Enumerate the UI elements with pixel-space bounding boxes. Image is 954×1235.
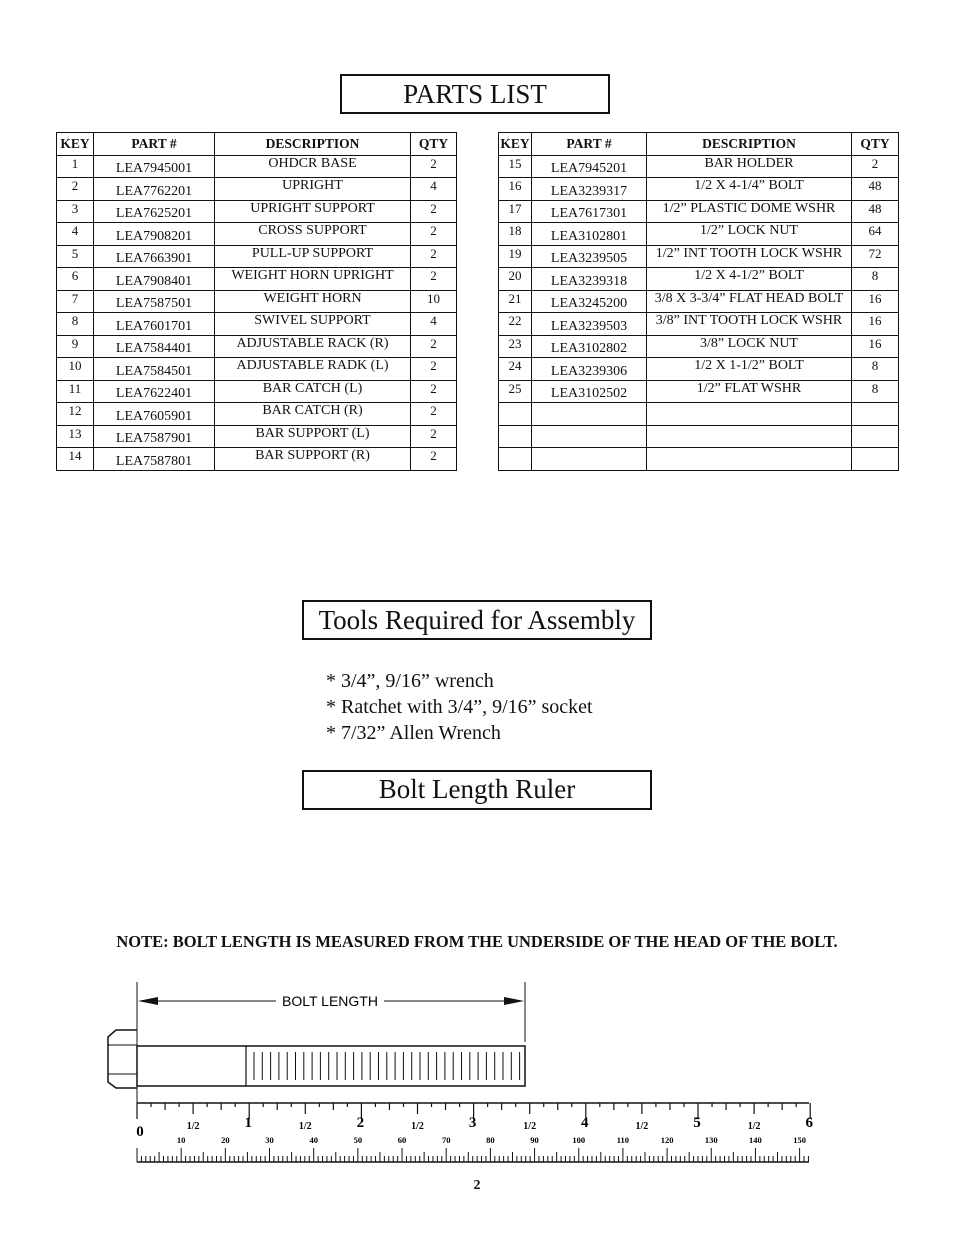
table-row — [57, 155, 457, 178]
description-cell: ADJUSTABLE RACK (R) — [215, 335, 411, 358]
key-cell: 14 — [57, 448, 94, 471]
part-number-cell — [532, 425, 647, 448]
table-header-row — [57, 133, 457, 156]
table-row — [499, 335, 899, 358]
table-row — [57, 403, 457, 426]
mm-label: 10 — [176, 1135, 186, 1145]
qty-cell: 8 — [852, 268, 899, 291]
part-number-cell: LEA3239306 — [532, 358, 647, 381]
table-row — [57, 358, 457, 381]
mm-label: 100 — [572, 1135, 586, 1145]
mm-label: 140 — [749, 1135, 762, 1145]
part-number-cell: LEA7908201 — [94, 223, 215, 246]
qty-cell: 2 — [411, 403, 457, 426]
mm-label: 50 — [353, 1135, 363, 1145]
key-cell: 11 — [57, 380, 94, 403]
key-cell: 22 — [499, 313, 532, 336]
table-row — [57, 290, 457, 313]
qty-cell: 2 — [411, 335, 457, 358]
key-cell: 19 — [499, 245, 532, 268]
tool-item: * Ratchet with 3/4”, 9/16” socket — [326, 696, 593, 718]
description-cell: 1/2 X 1-1/2” BOLT — [647, 358, 852, 381]
half-inch-label: 1/2 — [186, 1121, 200, 1132]
description-cell: UPRIGHT — [215, 178, 411, 201]
description-cell: BAR CATCH (L) — [215, 380, 411, 403]
description-cell: SWIVEL SUPPORT — [215, 313, 411, 336]
qty-cell: 8 — [852, 380, 899, 403]
key-cell: 10 — [57, 358, 94, 381]
mm-label: 130 — [704, 1135, 718, 1145]
table-row — [499, 200, 899, 223]
qty-cell: 16 — [852, 290, 899, 313]
bolt-head — [108, 1030, 137, 1088]
table-row — [499, 268, 899, 291]
table-row — [499, 290, 899, 313]
key-cell: 1 — [57, 155, 94, 178]
key-cell: 4 — [57, 223, 94, 246]
key-cell: 25 — [499, 380, 532, 403]
part-number-cell: LEA7945001 — [94, 155, 215, 178]
qty-cell: 48 — [852, 200, 899, 223]
mm-label: 40 — [309, 1135, 318, 1145]
qty-cell: 16 — [852, 313, 899, 336]
table-row — [57, 200, 457, 223]
inch-label: 4 — [581, 1115, 589, 1131]
description-header: DESCRIPTION — [647, 133, 852, 156]
key-header: KEY — [57, 133, 94, 156]
description-cell: UPRIGHT SUPPORT — [215, 200, 411, 223]
part-number-cell: LEA3245200 — [532, 290, 647, 313]
part-number-cell: LEA3102802 — [532, 335, 647, 358]
table-row — [499, 155, 899, 178]
key-cell: 2 — [57, 178, 94, 201]
description-cell: 1/2 X 4-1/2” BOLT — [647, 268, 852, 291]
key-cell: 23 — [499, 335, 532, 358]
description-cell: 3/8” INT TOOTH LOCK WSHR — [647, 313, 852, 336]
description-cell: 1/2” PLASTIC DOME WSHR — [647, 200, 852, 223]
qty-cell: 2 — [411, 245, 457, 268]
parts-table-right — [498, 132, 899, 471]
qty-cell: 10 — [411, 290, 457, 313]
description-cell: CROSS SUPPORT — [215, 223, 411, 246]
description-cell: PULL-UP SUPPORT — [215, 245, 411, 268]
part-number-cell: LEA7587801 — [94, 448, 215, 471]
table-row — [499, 313, 899, 336]
description-cell: 3/8” LOCK NUT — [647, 335, 852, 358]
half-inch-label: 1/2 — [411, 1121, 424, 1132]
table-row — [499, 448, 899, 471]
qty-cell: 2 — [411, 200, 457, 223]
qty-cell: 48 — [852, 178, 899, 201]
half-inch-label: 1/2 — [635, 1121, 649, 1132]
parts-table-left-body — [57, 155, 457, 470]
key-cell: 13 — [57, 425, 94, 448]
mm-label: 20 — [221, 1135, 230, 1145]
key-cell: 18 — [499, 223, 532, 246]
mm-label: 120 — [660, 1135, 674, 1145]
part-number-cell: LEA7584501 — [94, 358, 215, 381]
description-cell: OHDCR BASE — [215, 155, 411, 178]
description-cell: BAR HOLDER — [647, 155, 852, 178]
inch-label: 2 — [356, 1115, 365, 1131]
key-cell — [499, 425, 532, 448]
description-cell: ADJUSTABLE RADK (L) — [215, 358, 411, 381]
qty-cell: 64 — [852, 223, 899, 246]
description-cell — [647, 403, 852, 426]
part-number-cell: LEA7605901 — [94, 403, 215, 426]
part-number-cell: LEA7762201 — [94, 178, 215, 201]
half-inch-label: 1/2 — [298, 1121, 312, 1132]
qty-cell — [852, 425, 899, 448]
key-cell — [499, 403, 532, 426]
description-cell: 1/2” LOCK NUT — [647, 223, 852, 246]
mm-label: 90 — [530, 1135, 539, 1145]
key-cell: 21 — [499, 290, 532, 313]
half-inch-label: 1/2 — [523, 1121, 537, 1132]
description-cell: 1/2” INT TOOTH LOCK WSHR — [647, 245, 852, 268]
table-row — [57, 223, 457, 246]
key-header: KEY — [499, 133, 532, 156]
inch-label: 6 — [805, 1115, 813, 1131]
parts-list-title: PARTS LIST — [340, 74, 610, 114]
qty-cell: 4 — [411, 178, 457, 201]
key-cell: 20 — [499, 268, 532, 291]
part-number-cell: LEA3239503 — [532, 313, 647, 336]
arrowhead-right-icon — [504, 997, 524, 1005]
key-cell: 9 — [57, 335, 94, 358]
part-number-cell: LEA7587501 — [94, 290, 215, 313]
table-row — [499, 358, 899, 381]
description-cell — [647, 448, 852, 471]
qty-cell: 8 — [852, 358, 899, 381]
bolt-drawing — [108, 1030, 525, 1088]
part-number-cell: LEA7663901 — [94, 245, 215, 268]
table-row — [499, 223, 899, 246]
part-number-cell: LEA3239317 — [532, 178, 647, 201]
description-cell: 3/8 X 3-3/4” FLAT HEAD BOLT — [647, 290, 852, 313]
table-row — [499, 403, 899, 426]
tool-item: * 7/32” Allen Wrench — [326, 722, 501, 744]
key-cell: 15 — [499, 155, 532, 178]
table-row — [499, 380, 899, 403]
part-number-cell: LEA7601701 — [94, 313, 215, 336]
description-cell: BAR CATCH (R) — [215, 403, 411, 426]
mm-label: 70 — [441, 1135, 451, 1145]
part-number-cell: LEA7617301 — [532, 200, 647, 223]
key-cell — [499, 448, 532, 471]
part-number-cell: LEA7625201 — [94, 200, 215, 223]
table-row — [499, 178, 899, 201]
table-row — [57, 448, 457, 471]
key-cell: 5 — [57, 245, 94, 268]
part-number-cell — [532, 403, 647, 426]
key-cell: 16 — [499, 178, 532, 201]
part-number-cell: LEA3239318 — [532, 268, 647, 291]
tool-item: * 3/4”, 9/16” wrench — [326, 670, 494, 692]
key-cell: 6 — [57, 268, 94, 291]
qty-cell — [852, 403, 899, 426]
description-cell: WEIGHT HORN — [215, 290, 411, 313]
arrowhead-left-icon — [138, 997, 158, 1005]
parts-table-left — [56, 132, 457, 471]
description-cell: BAR SUPPORT (L) — [215, 425, 411, 448]
qty-cell: 2 — [411, 155, 457, 178]
description-cell: 1/2 X 4-1/4” BOLT — [647, 178, 852, 201]
table-row — [57, 335, 457, 358]
key-cell: 17 — [499, 200, 532, 223]
table-row — [499, 425, 899, 448]
table-row — [57, 245, 457, 268]
qty-cell: 2 — [411, 425, 457, 448]
part-number-cell: LEA7587901 — [94, 425, 215, 448]
mm-label: 30 — [265, 1135, 274, 1145]
table-row — [499, 245, 899, 268]
part-number-cell: LEA7945201 — [532, 155, 647, 178]
table-row — [57, 268, 457, 291]
bolt-length-ruler — [136, 1103, 813, 1162]
description-cell: BAR SUPPORT (R) — [215, 448, 411, 471]
description-header: DESCRIPTION — [215, 133, 411, 156]
inch-label: 5 — [693, 1115, 701, 1131]
mm-label: 150 — [793, 1135, 806, 1145]
page-number: 2 — [473, 1178, 481, 1193]
mm-label: 80 — [486, 1135, 495, 1145]
half-inch-label: 1/2 — [747, 1121, 761, 1132]
qty-cell: 2 — [411, 223, 457, 246]
key-cell: 7 — [57, 290, 94, 313]
key-cell: 24 — [499, 358, 532, 381]
key-cell: 12 — [57, 403, 94, 426]
parts-table-right-body — [499, 155, 899, 470]
qty-cell: 2 — [411, 268, 457, 291]
qty-cell: 2 — [411, 380, 457, 403]
qty-cell: 2 — [852, 155, 899, 178]
inch-label: 1 — [244, 1115, 252, 1131]
key-cell: 3 — [57, 200, 94, 223]
part-number-cell: LEA3239505 — [532, 245, 647, 268]
part-number-cell: LEA7622401 — [94, 380, 215, 403]
description-cell — [647, 425, 852, 448]
qty-cell — [852, 448, 899, 471]
qty-cell: 4 — [411, 313, 457, 336]
mm-label: 110 — [616, 1135, 630, 1145]
part-number-cell: LEA3102801 — [532, 223, 647, 246]
part-number-header: PART # — [94, 133, 215, 156]
inch-label: 0 — [136, 1124, 144, 1140]
key-cell: 8 — [57, 313, 94, 336]
part-number-cell: LEA3102502 — [532, 380, 647, 403]
tools-list — [326, 668, 593, 746]
bolt-length-label: BOLT LENGTH — [282, 993, 378, 1009]
part-number-cell — [532, 448, 647, 471]
bolt-shank — [137, 1046, 525, 1086]
table-row — [57, 380, 457, 403]
description-cell: WEIGHT HORN UPRIGHT — [215, 268, 411, 291]
table-header-row — [499, 133, 899, 156]
qty-header: QTY — [852, 133, 899, 156]
part-number-header: PART # — [532, 133, 647, 156]
table-row — [57, 425, 457, 448]
bolt-length-note: NOTE: BOLT LENGTH IS MEASURED FROM THE UNDERSIDE OF THE HEAD OF THE BOLT. — [116, 932, 838, 951]
bolt-length-diagram — [0, 970, 954, 1170]
table-row — [57, 313, 457, 336]
tools-title: Tools Required for Assembly — [302, 600, 652, 640]
inch-label: 3 — [468, 1115, 477, 1131]
description-cell: 1/2” FLAT WSHR — [647, 380, 852, 403]
qty-cell: 2 — [411, 358, 457, 381]
table-row — [57, 178, 457, 201]
part-number-cell: LEA7584401 — [94, 335, 215, 358]
part-number-cell: LEA7908401 — [94, 268, 215, 291]
qty-header: QTY — [411, 133, 457, 156]
qty-cell: 2 — [411, 448, 457, 471]
mm-label: 60 — [397, 1135, 407, 1145]
qty-cell: 72 — [852, 245, 899, 268]
qty-cell: 16 — [852, 335, 899, 358]
bolt-ruler-title: Bolt Length Ruler — [302, 770, 652, 810]
